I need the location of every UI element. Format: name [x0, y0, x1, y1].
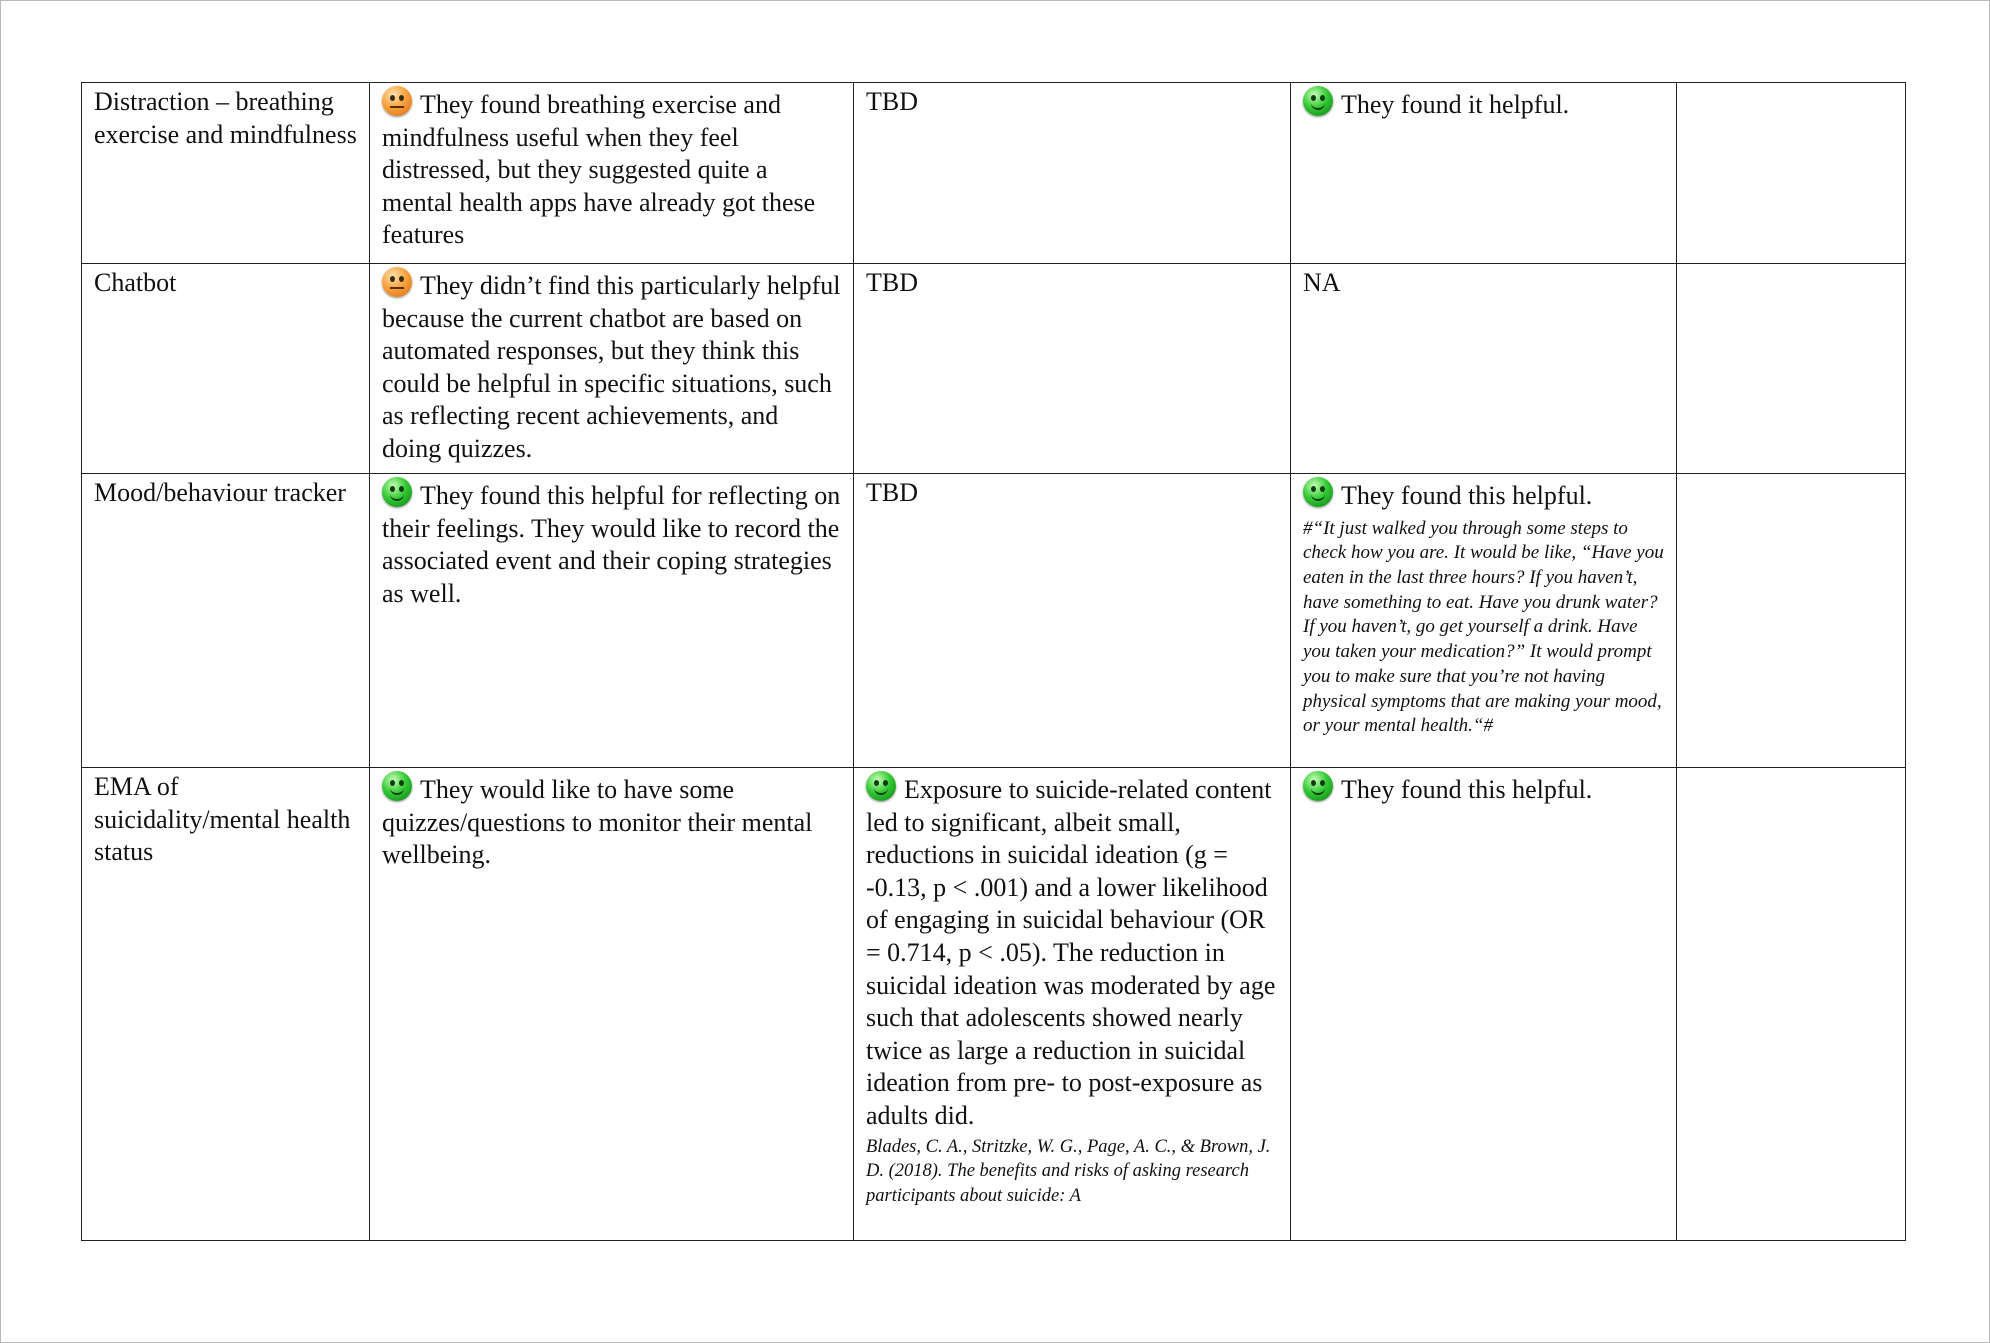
- user-feedback-cell: They found this helpful for reflecting on their feelings. They would like to record the associated event and their coping strategies as well.: [370, 474, 854, 768]
- feature-cell: Chatbot: [82, 264, 370, 474]
- reference-citation: Blades, C. A., Stritzke, W. G., Page, A. C., & Brown, J. D. (2018). The benefits and risks of asking research participants about suicide: A: [866, 1136, 1271, 1206]
- evidence-cell: TBD: [854, 264, 1291, 474]
- happy-face-icon: [382, 477, 412, 507]
- feature-cell: EMA of suicidality/mental health status: [82, 768, 370, 1241]
- feature-cell: Mood/behaviour tracker: [82, 474, 370, 768]
- app-review-cell: NA: [1291, 264, 1677, 474]
- neutral-face-icon: [382, 267, 412, 297]
- happy-face-icon: [1303, 477, 1333, 507]
- evidence-cell: TBD: [854, 83, 1291, 264]
- user-feedback-cell: They found breathing exercise and mindfulness useful when they feel distressed, but they suggested quite a mental health apps have already got these features: [370, 83, 854, 264]
- happy-face-icon: [1303, 771, 1333, 801]
- app-review-cell: They found this helpful. #“It just walked you through some steps to check how you are. It would be like, “Have you eaten in the last three hours? If you haven’t, have something to eat. Have you drunk water? If you haven’t, go get yourself a drink. Have you taken your medication?” It would prompt you to make sure that you’re not having physical symptoms that are making your mood, or your mental health.“#: [1291, 474, 1677, 768]
- feature-cell: Distraction – breathing exercise and mindfulness: [82, 83, 370, 264]
- table-row: [82, 768, 1906, 1241]
- evidence-cell: Exposure to suicide-related content led to significant, albeit small, reductions in suicidal ideation (g = -0.13, p < .001) and a lower likelihood of engaging in suicidal behaviour (OR = 0.714, p < .05). The reduction in suicidal ideation was moderated by age such that adolescents showed nearly twice as large a reduction in suicidal ideation from pre- to post-exposure as adults did. Blades, C. A., Stritzke, W. G., Page, A. C., & Brown, J. D. (2018). The benefits and risks of asking research participants about suicide: A: [854, 768, 1291, 1241]
- app-review-cell: They found it helpful.: [1291, 83, 1677, 264]
- participant-quote: #“It just walked you through some steps to check how you are. It would be like, “Have you eaten in the last three hours? If you haven’t, have something to eat. Have you drunk water? If you haven’t, go get yourself a drink. Have you taken your medication?” It would prompt you to make sure that you’re not having physical symptoms that are making your mood, or your mental health.“#: [1303, 517, 1664, 737]
- feature-evaluation-table: [81, 82, 1906, 1241]
- happy-face-icon: [1303, 86, 1333, 116]
- happy-face-icon: [866, 771, 896, 801]
- evidence-cell: TBD: [854, 474, 1291, 768]
- app-review-cell: They found this helpful.: [1291, 768, 1677, 1241]
- empty-cell: [1677, 768, 1906, 1241]
- neutral-face-icon: [382, 86, 412, 116]
- table-row: [82, 264, 1906, 474]
- empty-cell: [1677, 83, 1906, 264]
- empty-cell: [1677, 264, 1906, 474]
- happy-face-icon: [382, 771, 412, 801]
- table-row: [82, 474, 1906, 768]
- table-row: [82, 83, 1906, 264]
- empty-cell: [1677, 474, 1906, 768]
- user-feedback-cell: They didn’t find this particularly helpful because the current chatbot are based on automated responses, but they think this could be helpful in specific situations, such as reflecting recent achievements, and doing quizzes.: [370, 264, 854, 474]
- user-feedback-cell: They would like to have some quizzes/questions to monitor their mental wellbeing.: [370, 768, 854, 1241]
